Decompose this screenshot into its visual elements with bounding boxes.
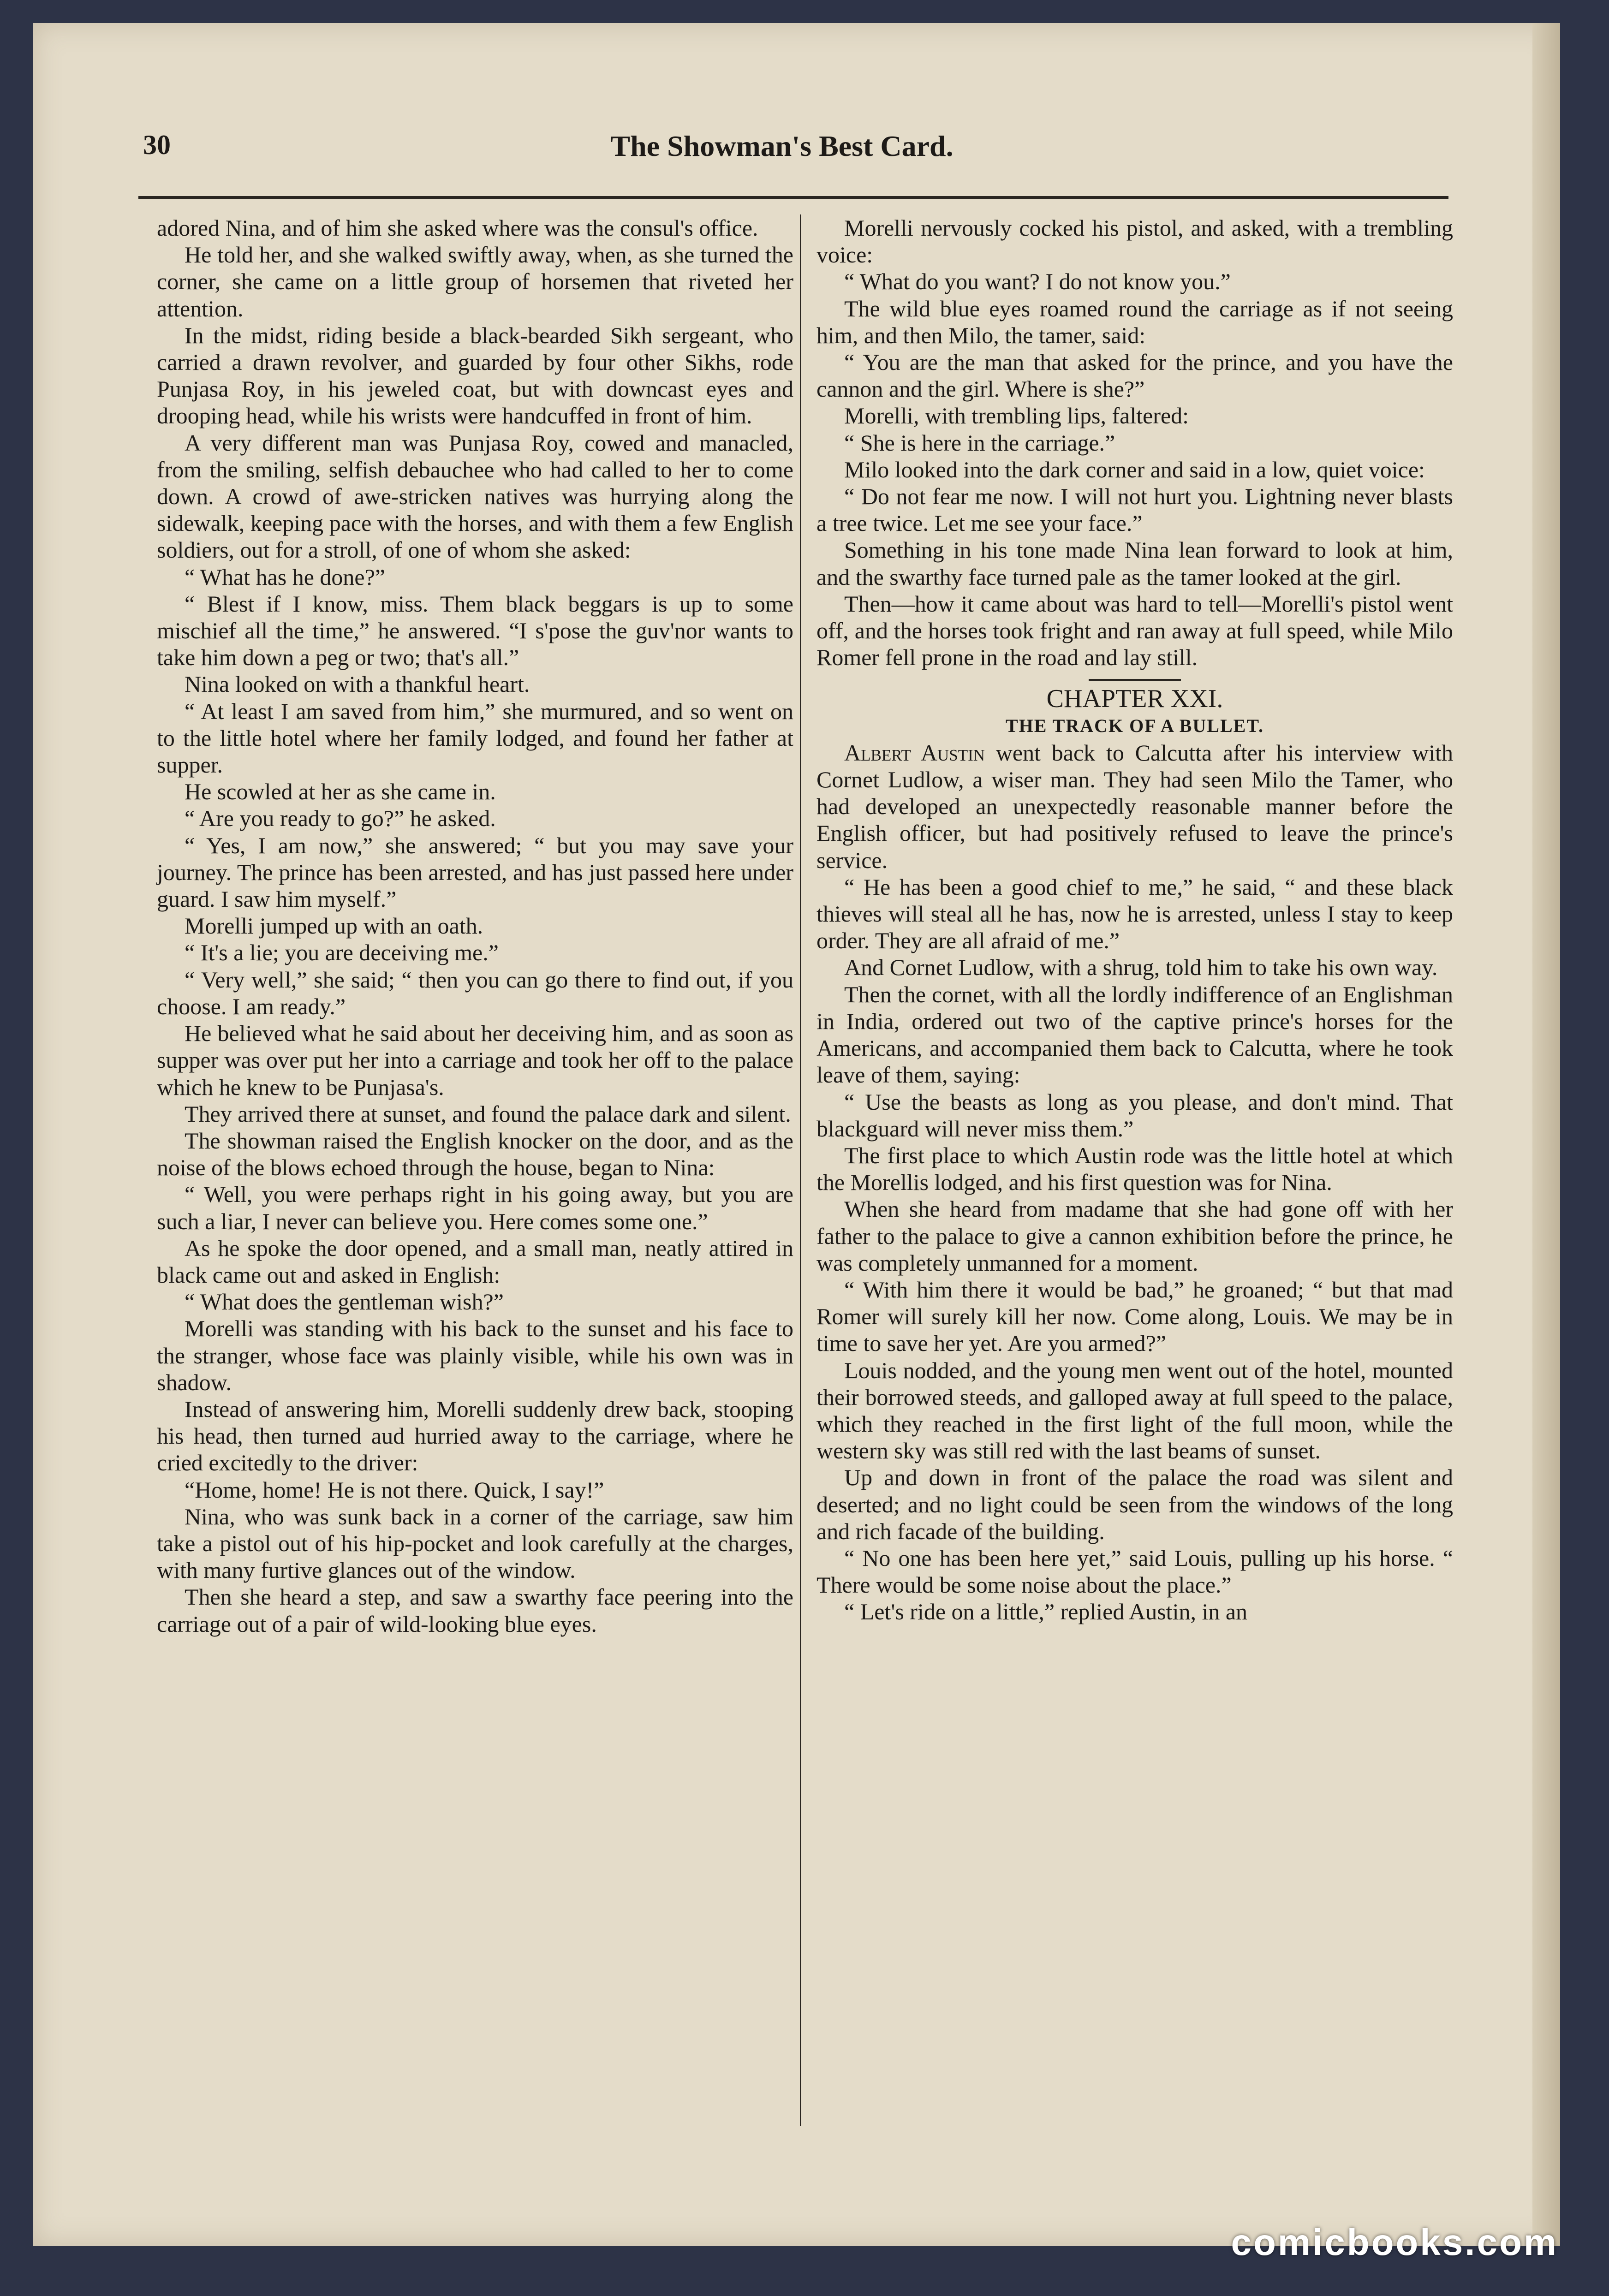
paragraph: “ With him there it would be bad,” he groaned; “ but that mad Romer will surely kill her now. Come along, Louis. We may be in time to save her yet. Are you armed?” bbox=[816, 1276, 1453, 1356]
paragraph: “ No one has been here yet,” said Louis, pulling up his horse. “ There would be some noise about the place.” bbox=[816, 1545, 1453, 1598]
paragraph: “ At least I am saved from him,” she murmured, and so went on to the little hotel where her family lodged, and found her father at supper. bbox=[157, 698, 793, 778]
paragraph: Morelli nervously cocked his pistol, and asked, with a trembling voice: bbox=[816, 215, 1453, 268]
paragraph: Milo looked into the dark corner and said in a low, quiet voice: bbox=[844, 456, 1425, 482]
site-watermark: comicbooks.com bbox=[1231, 2222, 1558, 2263]
paragraph: Instead of answering him, Morelli suddenly drew back, stooping his head, then turned aud hurried away to the carriage, where he cried excitedly to the driver: bbox=[157, 1396, 793, 1476]
paragraph: When she heard from madame that she had gone off with her father to the palace to give a cannon exhibition before the prince, he was completely unmanned for a moment. bbox=[816, 1196, 1453, 1276]
paragraph: “ Blest if I know, miss. Them black beggars is up to some mischief all the time,” he answered. “I s'pose the guv'nor wants to take him down a peg or two; that's all.” bbox=[157, 590, 793, 671]
chapter-title: CHAPTER XXI. bbox=[1046, 684, 1223, 714]
paragraph: “ What does the gentleman wish?” bbox=[185, 1289, 504, 1315]
left-column bbox=[157, 214, 793, 1637]
paragraph: The showman raised the English knocker on the door, and as the noise of the blows echoed through the house, began to Nina: bbox=[157, 1127, 793, 1181]
paragraph: “ Well, you were perhaps right in his going away, but you are such a liar, I never can believe you. Here comes some one.” bbox=[157, 1181, 793, 1234]
chapter-lead-word: Albert Austin bbox=[844, 739, 985, 766]
paragraph: Nina looked on with a thankful heart. bbox=[185, 671, 530, 697]
paragraph: In the midst, riding beside a black-bearded Sikh sergeant, who carried a drawn revolver, and guarded by four other Sikhs, rode Punjasa Roy, in his jeweled coat, but with downcast eyes and drooping head, while his wrists were handcuffed in front of him. bbox=[157, 322, 793, 429]
paragraph: “ Do not fear me now. I will not hurt you. Lightning never blasts a tree twice. Let me see your face.” bbox=[816, 483, 1453, 536]
paragraph: adored Nina, and of him she asked where was the consul's office. bbox=[157, 215, 758, 241]
chapter-opening-paragraph bbox=[816, 739, 1453, 874]
paragraph: They arrived there at sunset, and found the palace dark and silent. bbox=[185, 1100, 791, 1127]
paragraph: Then—how it came about was hard to tell—Morelli's pistol went off, and the horses took fright and ran away at full speed, while Milo Romer fell prone in the road and lay still. bbox=[816, 590, 1453, 671]
paragraph: The first place to which Austin rode was the little hotel at which the Morellis lodged, and his first question was for Nina. bbox=[816, 1142, 1453, 1196]
paragraph: Something in his tone made Nina lean forward to look at him, and the swarthy face turned pale as the tamer looked at the girl. bbox=[816, 537, 1453, 590]
paragraph: “ He has been a good chief to me,” he said, “ and these black thieves will steal all he has, now he is arrested, unless I stay to keep order. They are all afraid of me.” bbox=[816, 874, 1453, 954]
paragraph: A very different man was Punjasa Roy, cowed and manacled, from the smiling, selfish debauchee who had called to her to come down. A crowd of awe-stricken natives was hurrying along the sidewalk, keeping pace with the horses, and with them a few English soldiers, out for a stroll, of one of whom she asked: bbox=[157, 429, 793, 563]
page-header bbox=[115, 115, 1448, 171]
chapter-rule bbox=[1089, 679, 1181, 681]
page-edge bbox=[1532, 23, 1560, 2246]
paragraph: Then she heard a step, and saw a swarthy face peering into the carriage out of a pair of wild-looking blue eyes. bbox=[157, 1584, 793, 1637]
paragraph: Morelli was standing with his back to the sunset and his face to the stranger, whose face was plainly visible, while his own was in shadow. bbox=[157, 1315, 793, 1395]
paragraph: Up and down in front of the palace the road was silent and deserted; and no light could be seen from the windows of the long and rich facade of the building. bbox=[816, 1464, 1453, 1544]
paragraph: “ Are you ready to go?” he asked. bbox=[185, 805, 496, 832]
paragraph: “ She is here in the carriage.” bbox=[844, 429, 1115, 456]
paragraph: He told her, and she walked swiftly away, when, as she turned the corner, she came on a little group of horsemen that riveted her attention. bbox=[157, 242, 793, 321]
paragraph: Nina, who was sunk back in a corner of the carriage, saw him take a pistol out of his hip-pocket and look carefully at the charges, with many furtive glances out of the window. bbox=[157, 1503, 793, 1583]
header-rule bbox=[138, 196, 1448, 199]
paragraph: “ Use the beasts as long as you please, and don't mind. That blackguard will never miss them.” bbox=[816, 1089, 1453, 1142]
paragraph: “ Yes, I am now,” she answered; “ but you may save your journey. The prince has been arrested, and has just passed here under guard. I saw him myself.” bbox=[157, 832, 793, 912]
paragraph: “ What has he done?” bbox=[185, 564, 385, 590]
chapter-lead-rest: went back to Calcutta after his interview with Cornet Ludlow, a wiser man. They had seen Milo the Tamer, who had developed an unexpectedly reasonable manner before the English officer, but had positively refused to leave the prince's service. bbox=[816, 739, 1453, 873]
paragraph: “ Very well,” she said; “ then you can go there to find out, if you choose. I am ready.” bbox=[157, 966, 793, 1019]
paragraph: He scowled at her as she came in. bbox=[185, 779, 496, 805]
paragraph: Louis nodded, and the young men went out of the hotel, mounted their borrowed steeds, and galloped away at full speed to the palace, which they reached in the first light of the full moon, while the western sky was still red with the last beams of sunset. bbox=[816, 1357, 1453, 1464]
running-title: The Showman's Best Card. bbox=[610, 130, 953, 162]
paragraph: “ What do you want? I do not know you.” bbox=[844, 268, 1231, 295]
paragraph: Then the cornet, with all the lordly indifference of an Englishman in India, ordered out two of the captive prince's horses for the Americans, and accompanied them back to Calcutta, where he took leave of them, saying: bbox=[816, 981, 1453, 1088]
column-divider bbox=[800, 214, 801, 2126]
paragraph: Morelli, with trembling lips, faltered: bbox=[844, 403, 1189, 429]
paragraph: The wild blue eyes roamed round the carriage as if not seeing him, and then Milo, the tamer, said: bbox=[816, 295, 1453, 348]
paragraph: And Cornet Ludlow, with a shrug, told him to take his own way. bbox=[844, 954, 1438, 981]
chapter-subtitle: THE TRACK OF A BULLET. bbox=[1005, 715, 1264, 736]
page-number: 30 bbox=[143, 130, 171, 160]
paragraph: He believed what he said about her deceiving him, and as soon as supper was over put her into a carriage and took her off to the palace which he knew to be Punjasa's. bbox=[157, 1020, 793, 1100]
paragraph: “ You are the man that asked for the prince, and you have the cannon and the girl. Where is she?” bbox=[816, 349, 1453, 402]
paragraph: Morelli jumped up with an oath. bbox=[185, 913, 483, 939]
paragraph: “Home, home! He is not there. Quick, I say!” bbox=[185, 1476, 604, 1503]
paragraph: “ Let's ride on a little,” replied Austin, in an bbox=[844, 1599, 1248, 1625]
paragraph: As he spoke the door opened, and a small man, neatly attired in black came out and asked in English: bbox=[157, 1235, 793, 1288]
right-column bbox=[816, 214, 1453, 1625]
paragraph: “ It's a lie; you are deceiving me.” bbox=[185, 940, 499, 966]
